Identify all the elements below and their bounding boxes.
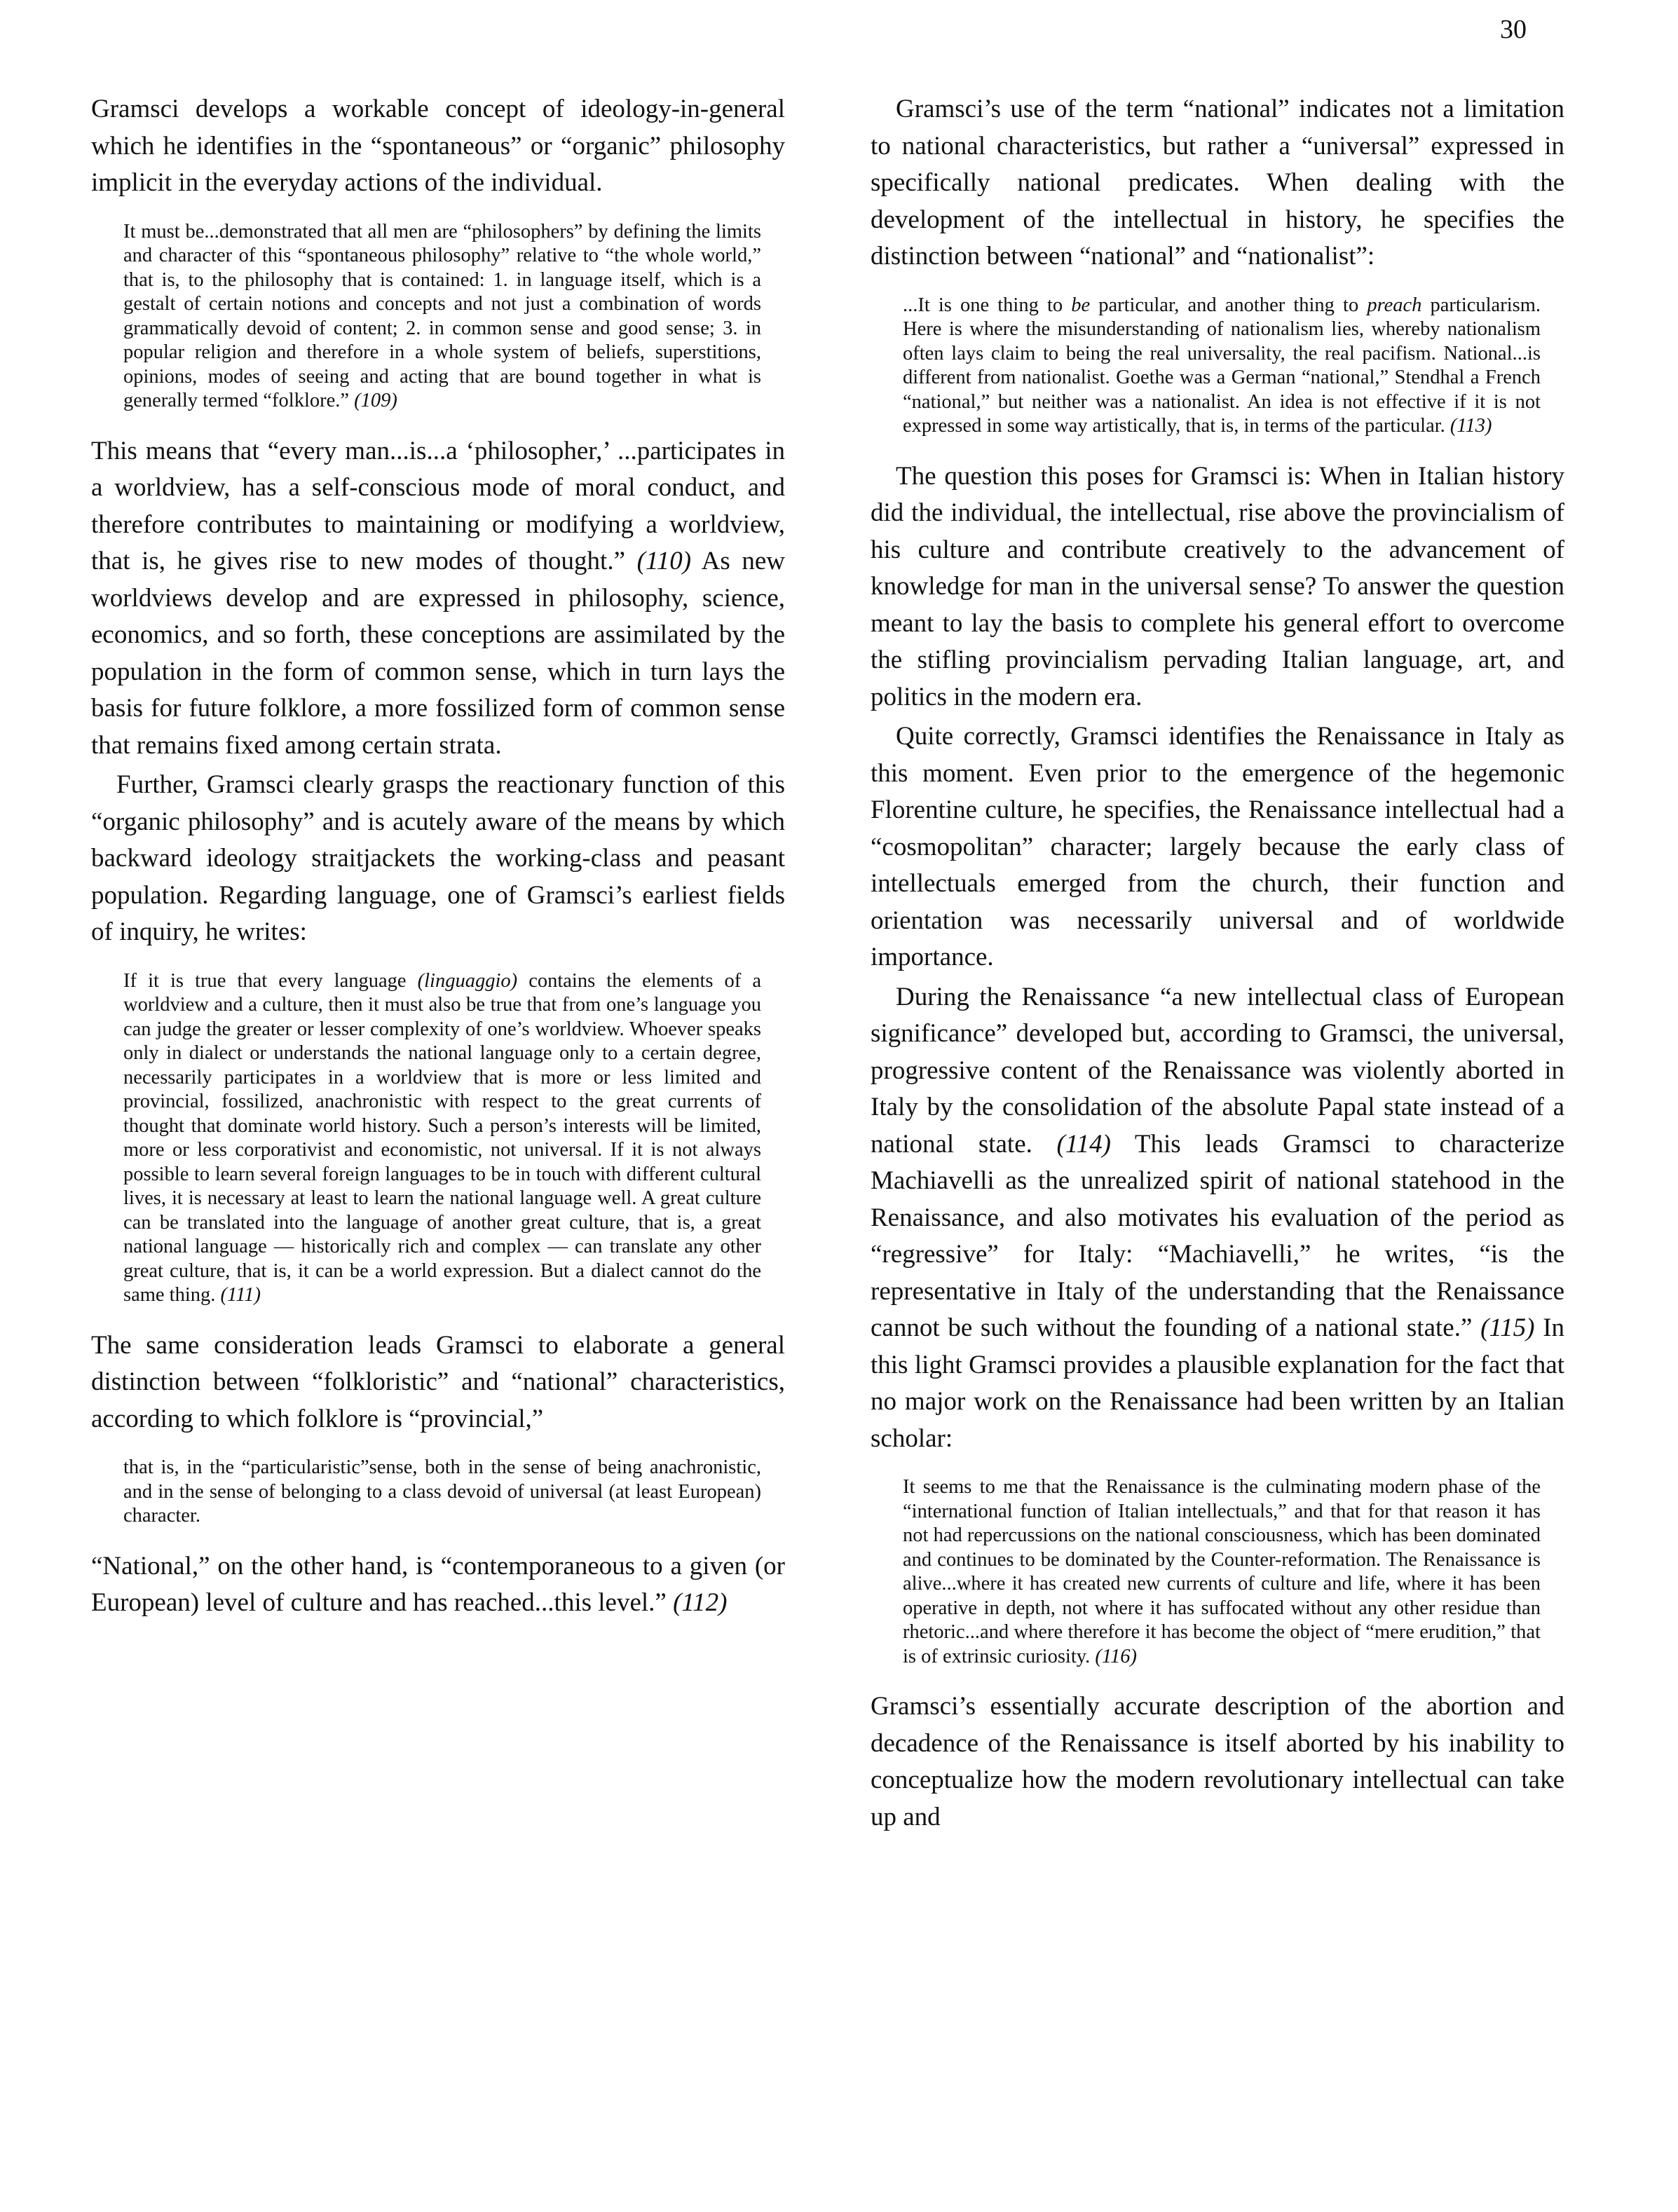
paragraph-text: In this light Gramsci provides a plausible explanation for the fact that no major work on the Renaissance had been written by an Italian scholar:: [871, 1313, 1565, 1453]
emphasis: preach: [1367, 294, 1422, 316]
paragraph: The question this poses for Gramsci is: When in Italian history did the individual, the intellectual, rise above the provincialism of his culture and contribute creatively to the advancement of knowledge for man in the universal sense? To answer the question meant to lay the basis to complete his general effort to overcome the stifling provincialism pervading Italian language, art, and politics in the modern era.: [871, 461, 1564, 711]
paragraph-text: This leads Gramsci to characterize Machiavelli as the unrealized spirit of national statehood in the Renaissance, and also motivates his evaluation of the period as “regressive” for Italy: “Machiavelli,” he writes, “is the representative in Italy of the understanding that the Renaissance cannot be such without the founding of a national state.”: [871, 1129, 1564, 1342]
page-number: 30: [1500, 15, 1527, 44]
citation: (115): [1480, 1313, 1535, 1342]
paragraph: Gramsci develops a workable concept of ideology-in-general which he identifies in the “spontaneous” or “organic” philosophy implicit in the everyday actions of the individual.: [91, 95, 785, 197]
paragraph: Gramsci’s essentially accurate description of the abortion and decadence of the Renaissance is itself aborted by his inability to conceptualize how the modern revolutionary intellectual can take up and: [871, 1692, 1564, 1831]
citation: (109): [354, 390, 397, 411]
block-quote: [903, 1475, 1541, 1669]
citation: (114): [1056, 1129, 1111, 1159]
paragraph: The same consideration leads Gramsci to elaborate a general distinction between “folkloristic” and “national” characteristics, according to which folklore is “provincial,”: [91, 1330, 785, 1433]
quote-text: It seems to me that the Renaissance is the culminating modern phase of the “international function of Italian intellectuals,” and that for that reason it has not had repercussions on the national consciousness, which has been dominated and continues to be dominated by the Counter-reformation. The Renaissance is alive...where it has created new currents of culture and life, where it has been operative in depth, not where it has suffocated without any other residue than rhetoric...and where therefore it has become the object of “mere erudition,” that is of extrinsic curiosity.: [903, 1476, 1541, 1667]
block-quote: [123, 220, 761, 414]
quote-text: particular, and another thing to: [1098, 294, 1359, 316]
quote-text: particularism. Here is where the misunderstanding of nationalism lies, whereby nationalism often lays claim to being the real universality, the real pacifism. National...is different from nationalist. Goethe was a German “national,” Stendhal a French “national,” but neither was a nationalist. An idea is not effective if it is not expressed in some way artistically, that is, in terms of the particular.: [903, 294, 1541, 437]
block-quote: [903, 294, 1541, 439]
quote-text: It must be...demonstrated that all men are “philosophers” by defining the limits and character of this “spontaneous philosophy” relative to “the whole world,” that is, to the philosophy that is contained: 1. in language itself, which is a gestalt of certain notions and concepts and not just a combination of words grammatically devoid of content; 2. in common sense and good sense; 3. in popular religion and therefore in a whole system of beliefs, superstitions, opinions, modes of seeing and acting that are bound together in what is generally termed “folklore.”: [123, 220, 761, 411]
quote-term: (linguaggio): [417, 969, 518, 992]
emphasis: be: [1071, 294, 1091, 316]
quote-text: contains the elements of a worldview and a culture, then it must also be true that from one’s language you can judge the greater or lesser complexity of one’s worldview. Whoever speaks only in dialect or understands the national language only to a certain degree, necessarily participates in a worldview that is more or less limited and provincial, fossilized, anachronistic with respect to the great currents of thought that dominate world history. Such a person’s interests will be limited, more or less corporativist and economistic, not universal. If it is not always possible to learn several foreign languages to be in touch with different cultural lives, it is necessary at least to learn the national language well. A great culture can be translated into the language of another great culture, that is, a great national language — historically rich and complex — can translate any other great culture, that is, it can be a world expression. But a dialect cannot do the same thing.: [123, 969, 762, 1306]
paragraph: Gramsci’s use of the term “national” indicates not a limitation to national characteristics, but rather a “universal” expressed in specifically national predicates. When dealing with the development of the intellectual in history, he specifies the distinction between “national” and “nationalist”:: [871, 95, 1564, 271]
paragraph: [91, 1548, 785, 1622]
paragraph: [91, 433, 785, 765]
paragraph: [871, 979, 1564, 1458]
quote-text: ...It is one thing to: [903, 294, 1063, 316]
paragraph: Quite correctly, Gramsci identifies the Renaissance in Italy as this moment. Even prior to the emergence of the hegemonic Florentine culture, he specifies, the Renaissance intellectual had a “cosmopolitan” character; largely because the early class of intellectuals emerged from the church, their function and orientation was necessarily universal and of worldwide importance.: [871, 722, 1564, 971]
citation: (111): [220, 1284, 261, 1306]
block-quote: [123, 969, 761, 1308]
paragraph-text: “National,” on the other hand, is “contemporaneous to a given (or European) level of culture and has reached...this level.”: [91, 1551, 785, 1617]
block-quote: that is, in the “particularistic”sense, both in the sense of being anachronistic, and in the sense of belonging to a class devoid of universal (at least European) character.: [123, 1456, 761, 1527]
paragraph-text: As new worldviews develop and are expressed in philosophy, science, economics, and so forth, these conceptions are assimilated by the population in the form of common sense, which in turn lays the basis for future folklore, a more fossilized form of common sense that remains fixed among certain strata.: [91, 547, 785, 760]
paragraph: Further, Gramsci clearly grasps the reactionary function of this “organic philosophy” and is acutely aware of the means by which backward ideology straitjackets the working-class and peasant population. Regarding language, one of Gramsci’s earliest fields of inquiry, he writes:: [91, 770, 785, 946]
citation: (110): [636, 547, 692, 575]
citation: (113): [1450, 415, 1492, 437]
paragraph-text: During the Renaissance “a new intellectual class of European significance” developed but, according to Gramsci, the universal, progressive content of the Renaissance was violently aborted in Italy by the consolidation of the absolute Papal state instead of a national state.: [871, 982, 1564, 1159]
right-column: [871, 91, 1564, 1838]
citation: (112): [673, 1588, 728, 1617]
citation: (116): [1095, 1645, 1138, 1667]
quote-text: If it is true that every language: [123, 969, 407, 992]
paragraph-text: This means that “every man...is...a ‘philosopher,’ ...participates in a worldview, has a self-conscious mode of moral conduct, and therefore contributes to maintaining or modifying a worldview, that is, he gives rise to new modes of thought.”: [91, 436, 785, 575]
left-column: [91, 91, 785, 1625]
